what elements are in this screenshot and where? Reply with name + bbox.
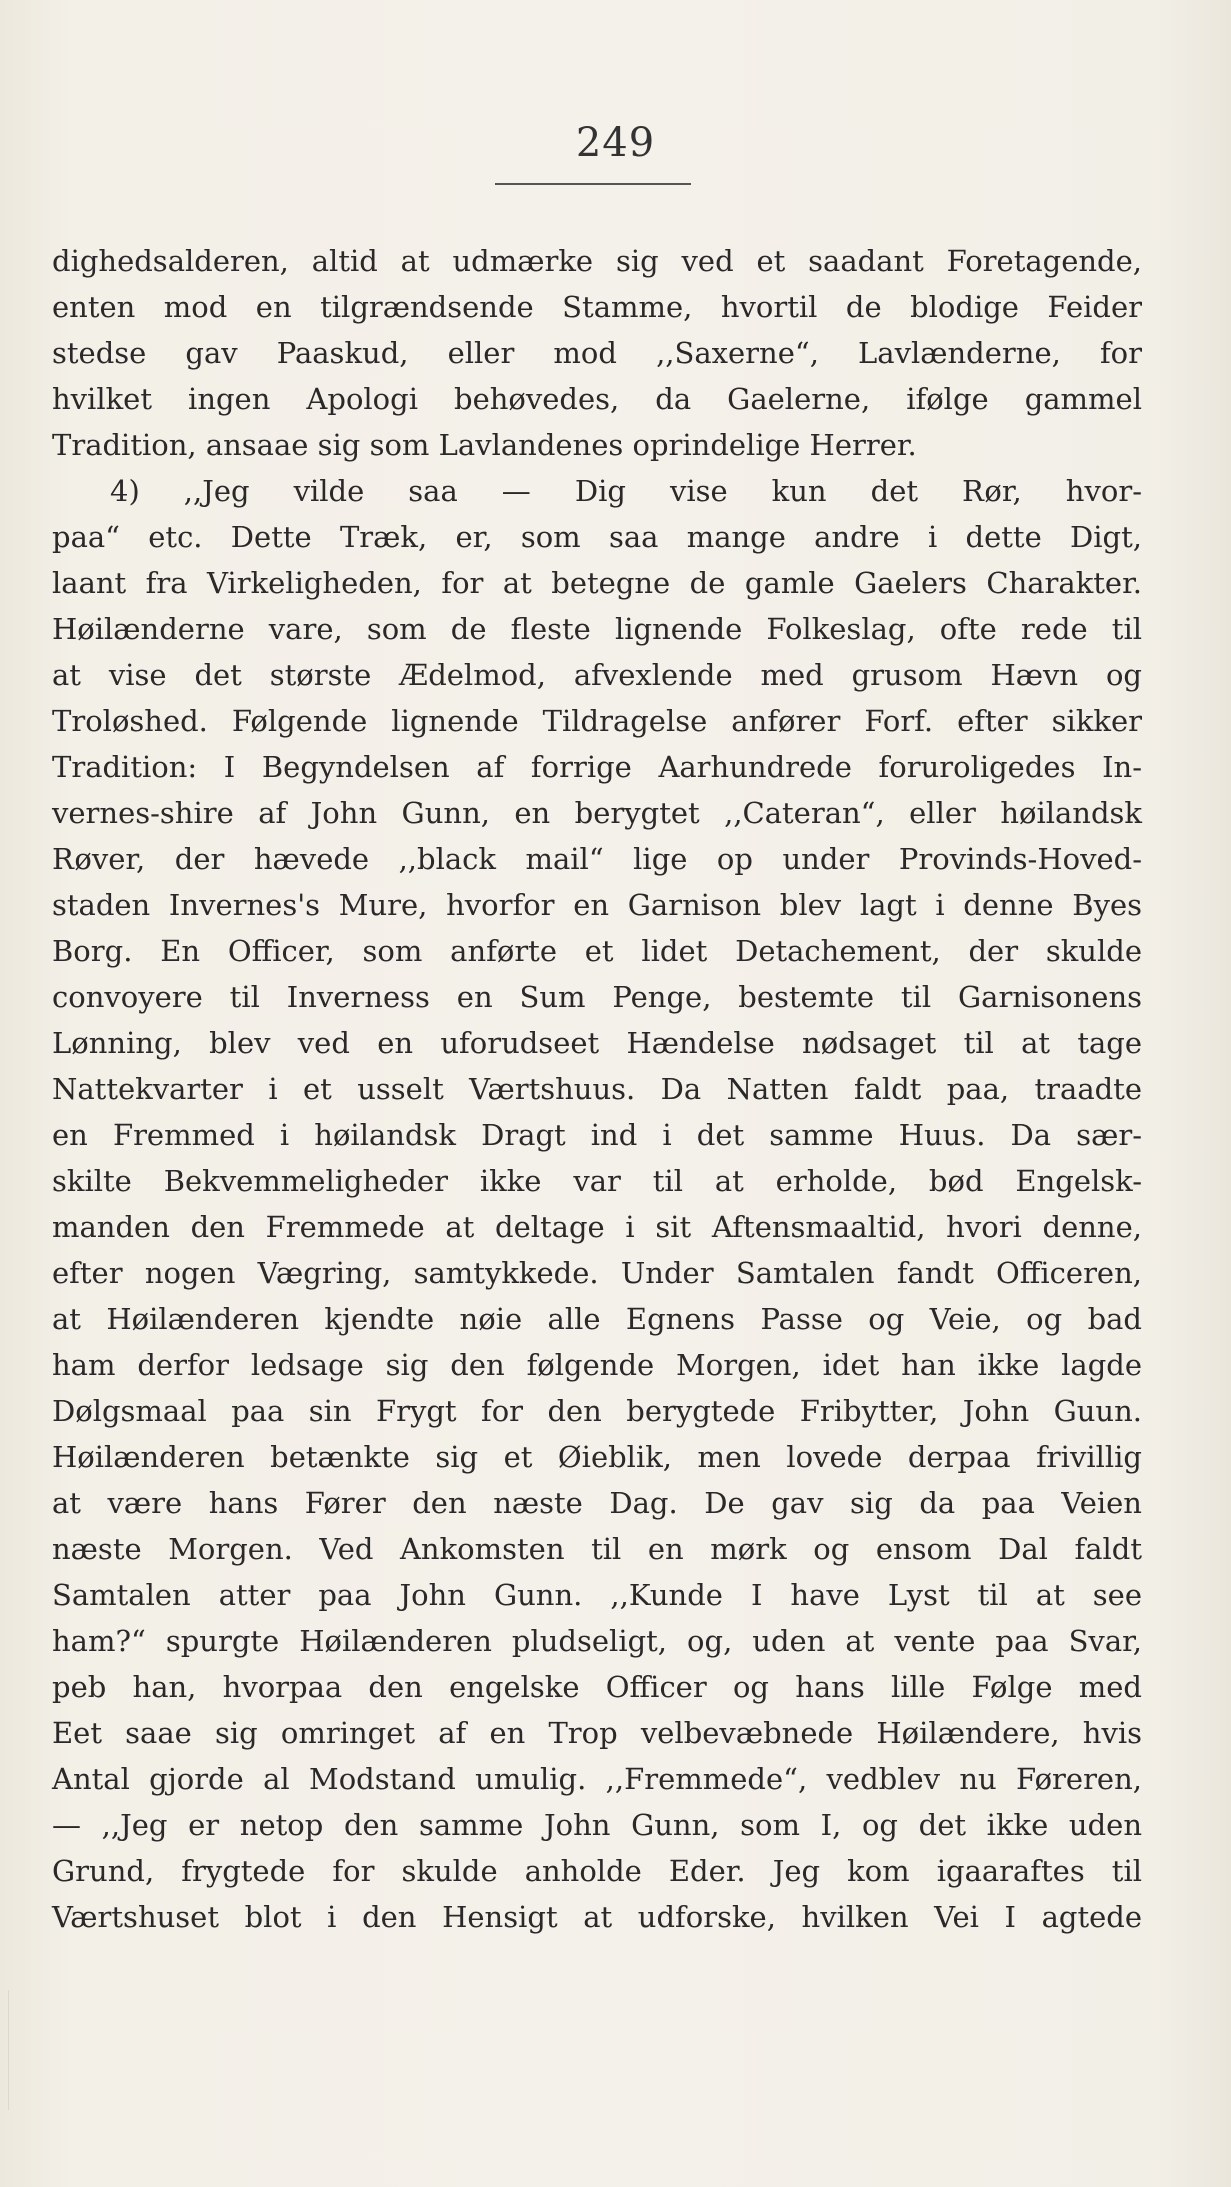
text-line: enten mod en tilgrændsende Stamme, hvortil de blodige Feider: [52, 290, 1142, 324]
binding-edge: [0, 1990, 9, 2110]
text-line: Røver, der hævede ,,black mail“ lige op under Provinds-Hoved-: [52, 842, 1142, 876]
text-line: ham derfor ledsage sig den følgende Morgen, idet han ikke lagde: [52, 1348, 1142, 1382]
text-line: at Høilænderen kjendte nøie alle Egnens Passe og Veie, og bad: [52, 1302, 1142, 1336]
text-line: dighedsalderen, altid at udmærke sig ved et saadant Foretagende,: [52, 244, 1142, 278]
text-line: Troløshed. Følgende lignende Tildragelse anfører Forf. efter sikker: [52, 704, 1142, 738]
text-line: — ,,Jeg er netop den samme John Gunn, som I, og det ikke uden: [52, 1808, 1142, 1842]
text-line: efter nogen Vægring, samtykkede. Under Samtalen fandt Officeren,: [52, 1256, 1142, 1290]
text-line: Nattekvarter i et usselt Værtshuus. Da Natten faldt paa, traadte: [52, 1072, 1142, 1106]
text-line: Samtalen atter paa John Gunn. ,,Kunde I have Lyst til at see: [52, 1578, 1142, 1612]
text-line: en Fremmed i høilandsk Dragt ind i det samme Huus. Da sær-: [52, 1118, 1142, 1152]
text-line: Værtshuset blot i den Hensigt at udforske, hvilken Vei I agtede: [52, 1900, 1142, 1934]
text-line: Tradition, ansaae sig som Lavlandenes oprindelige Herrer.: [52, 428, 917, 462]
text-line: Grund, frygtede for skulde anholde Eder. Jeg kom igaaraftes til: [52, 1854, 1142, 1888]
text-line: ham?“ spurgte Høilænderen pludseligt, og, uden at vente paa Svar,: [52, 1624, 1142, 1658]
text-line: peb han, hvorpaa den engelske Officer og hans lille Følge med: [52, 1670, 1142, 1704]
text-line: Dølgsmaal paa sin Frygt for den berygtede Fribytter, John Guun.: [52, 1394, 1142, 1428]
text-line: hvilket ingen Apologi behøvedes, da Gaelerne, ifølge gammel: [52, 382, 1142, 416]
page-number: 249: [575, 120, 656, 166]
text-line: manden den Fremmede at deltage i sit Aftensmaaltid, hvori denne,: [52, 1210, 1142, 1244]
text-line: staden Invernes's Mure, hvorfor en Garnison blev lagt i denne Byes: [52, 888, 1142, 922]
text-line: skilte Bekvemmeligheder ikke var til at erholde, bød Engelsk-: [52, 1164, 1142, 1198]
text-line: Høilænderne vare, som de fleste lignende Folkeslag, ofte rede til: [52, 612, 1142, 646]
text-line: paa“ etc. Dette Træk, er, som saa mange andre i dette Digt,: [52, 520, 1142, 554]
text-line: stedse gav Paaskud, eller mod ,,Saxerne“, Lavlænderne, for: [52, 336, 1142, 370]
text-line: Eet saae sig omringet af en Trop velbevæbnede Høilændere, hvis: [52, 1716, 1142, 1750]
text-line: at vise det største Ædelmod, afvexlende med grusom Hævn og: [52, 658, 1142, 692]
text-line: Tradition: I Begyndelsen af forrige Aarhundrede foruroligedes In-: [52, 750, 1142, 784]
text-line: convoyere til Inverness en Sum Penge, bestemte til Garnisonens: [52, 980, 1142, 1014]
text-line: laant fra Virkeligheden, for at betegne de gamle Gaelers Charakter.: [52, 566, 1142, 600]
body-text: [52, 238, 1142, 1940]
note-start-line: 4) ,,Jeg vilde saa — Dig vise kun det Rør, hvor-: [110, 474, 1142, 508]
text-line: Høilænderen betænkte sig et Øieblik, men lovede derpaa frivillig: [52, 1440, 1142, 1474]
text-line: næste Morgen. Ved Ankomsten til en mørk og ensom Dal faldt: [52, 1532, 1142, 1566]
text-line: Lønning, blev ved en uforudseet Hændelse nødsaget til at tage: [52, 1026, 1142, 1060]
text-line: Borg. En Officer, som anførte et lidet Detachement, der skulde: [52, 934, 1142, 968]
text-line: vernes-shire af John Gunn, en berygtet ,,Cateran“, eller høilandsk: [52, 796, 1142, 830]
header-rule: [495, 183, 691, 185]
text-line: at være hans Fører den næste Dag. De gav sig da paa Veien: [52, 1486, 1142, 1520]
text-line: Antal gjorde al Modstand umulig. ,,Fremmede“, vedblev nu Føreren,: [52, 1762, 1142, 1796]
